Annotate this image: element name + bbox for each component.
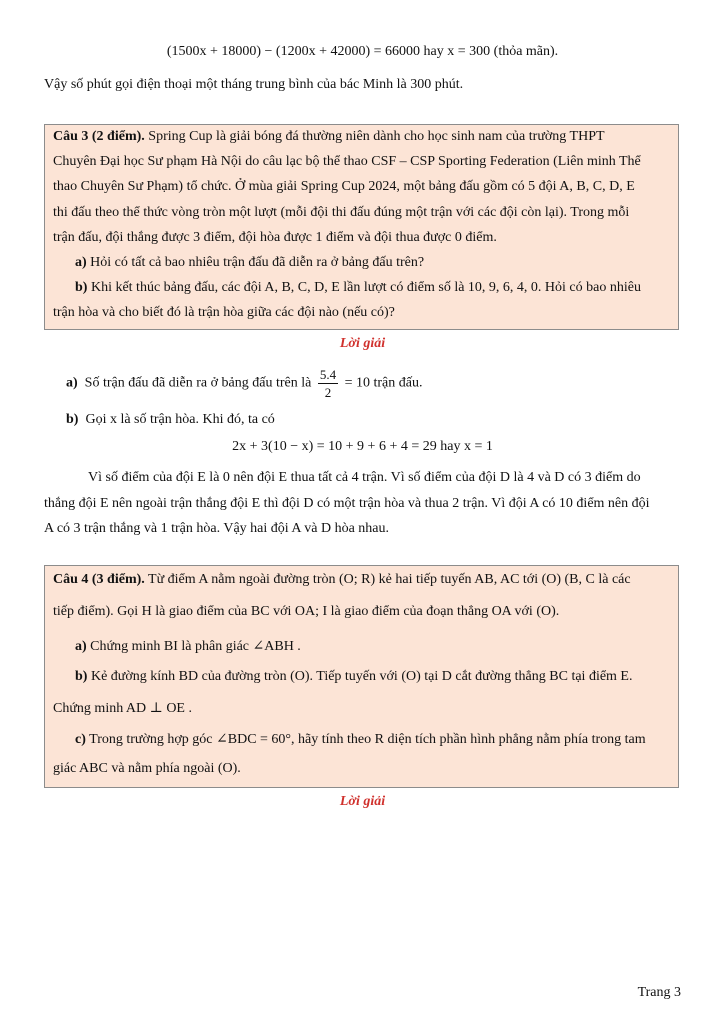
q3-line-4: trận đấu, đội thắng được 3 điểm, đội hòa được 1 điểm và đội thua được 0 điểm. [53, 230, 497, 245]
q4-line-1: tiếp điểm). Gọi H là giao điểm của BC với OA; I là giao điểm của đoạn thẳng OA với (O). [53, 604, 560, 619]
q4-line-4: Chứng minh AD ⊥ OE . [53, 701, 192, 716]
q3-line-5: a) Hỏi có tất cả bao nhiêu trận đấu đã diễn ra ở bảng đấu trên? [75, 255, 425, 270]
q3-line-1: Chuyên Đại học Sư phạm Hà Nội do câu lạc bộ thể thao CSF – CSP Sporting Federation (Liên minh Thể [53, 154, 641, 169]
page-number: Trang 3 [637, 985, 681, 1000]
sol3-equation: 2x + 3(10 − x) = 10 + 9 + 6 + 4 = 29 hay x = 1 [232, 439, 493, 454]
q3-line-2: thao Chuyên Sư Phạm) tổ chức. Ở mùa giải Spring Cup 2024, một bảng đấu gồm có 5 đội A, B, C, D, E [53, 179, 635, 194]
sol3-b: b) Gọi x là số trận hòa. Khi đó, ta có [66, 412, 275, 427]
q3-line-7: trận hòa và cho biết đó là trận hòa giữa các đội nào (nếu có)? [53, 305, 395, 320]
q3-line-3: thi đấu theo thể thức vòng tròn một lượt (mỗi đội thi đấu đúng một trận với các đội còn lại). Trong mỗi [53, 205, 630, 220]
q3-line-6: b) Khi kết thúc bảng đấu, các đội A, B, C, D, E lần lượt có điểm số là 10, 9, 6, 4, 0. Hỏi có bao nhiêu [75, 280, 641, 295]
q4-line-5: c) Trong trường hợp góc ∠BDC = 60°, hãy tính theo R diện tích phần hình phẳng nằm phía trong tam [75, 732, 646, 747]
fraction: $\frac{5.4}{2}$ [319, 367, 337, 400]
q4-line-2: a) Chứng minh BI là phân giác ∠ABH . [75, 639, 301, 654]
sol3-para-2: A có 3 trận thắng và 1 trận hòa. Vậy hai đội A và D hòa nhau. [44, 521, 389, 536]
sol3-a: a) Số trận đấu đã diễn ra ở bảng đấu trên là $\frac{5.4}{2}$ = 10 trận đấu. [66, 367, 423, 400]
conclusion-text: Vậy số phút gọi điện thoại một tháng trung bình của bác Minh là 300 phút. [44, 77, 464, 92]
sol3-para-1: thắng đội E nên ngoài trận thắng đội E thì đội D có một trận hòa và thua 2 trận. Vì đội A có 10 điểm nên đội [44, 496, 650, 511]
q4-line-3: b) Kẻ đường kính BD của đường tròn (O). Tiếp tuyến với (O) tại D cắt đường thẳng BC tại điểm E. [75, 669, 633, 684]
sol3-para-0: Vì số điểm của đội E là 0 nên đội E thua tất cả 4 trận. Vì số điểm của đội D là 4 và D có 3 điểm do [88, 470, 641, 485]
loigiai-heading-2: Lời giải [339, 794, 386, 809]
loigiai-heading-1: Lời giải [339, 336, 386, 351]
q3-line-0: Câu 3 (2 điểm). Spring Cup là giải bóng đá thường niên dành cho học sinh nam của trường THPT [53, 129, 605, 144]
q4-line-0: Câu 4 (3 điểm). Từ điểm A nằm ngoài đường tròn (O; R) kẻ hai tiếp tuyến AB, AC tới (O) (B, C là các [53, 572, 631, 587]
question-3-box [44, 124, 679, 330]
q4-line-6: giác ABC và nằm phía ngoài (O). [53, 761, 241, 776]
question-4-box [44, 565, 679, 788]
equation-top: (1500x + 18000) − (1200x + 42000) = 66000 hay x = 300 (thỏa mãn). [166, 44, 559, 59]
